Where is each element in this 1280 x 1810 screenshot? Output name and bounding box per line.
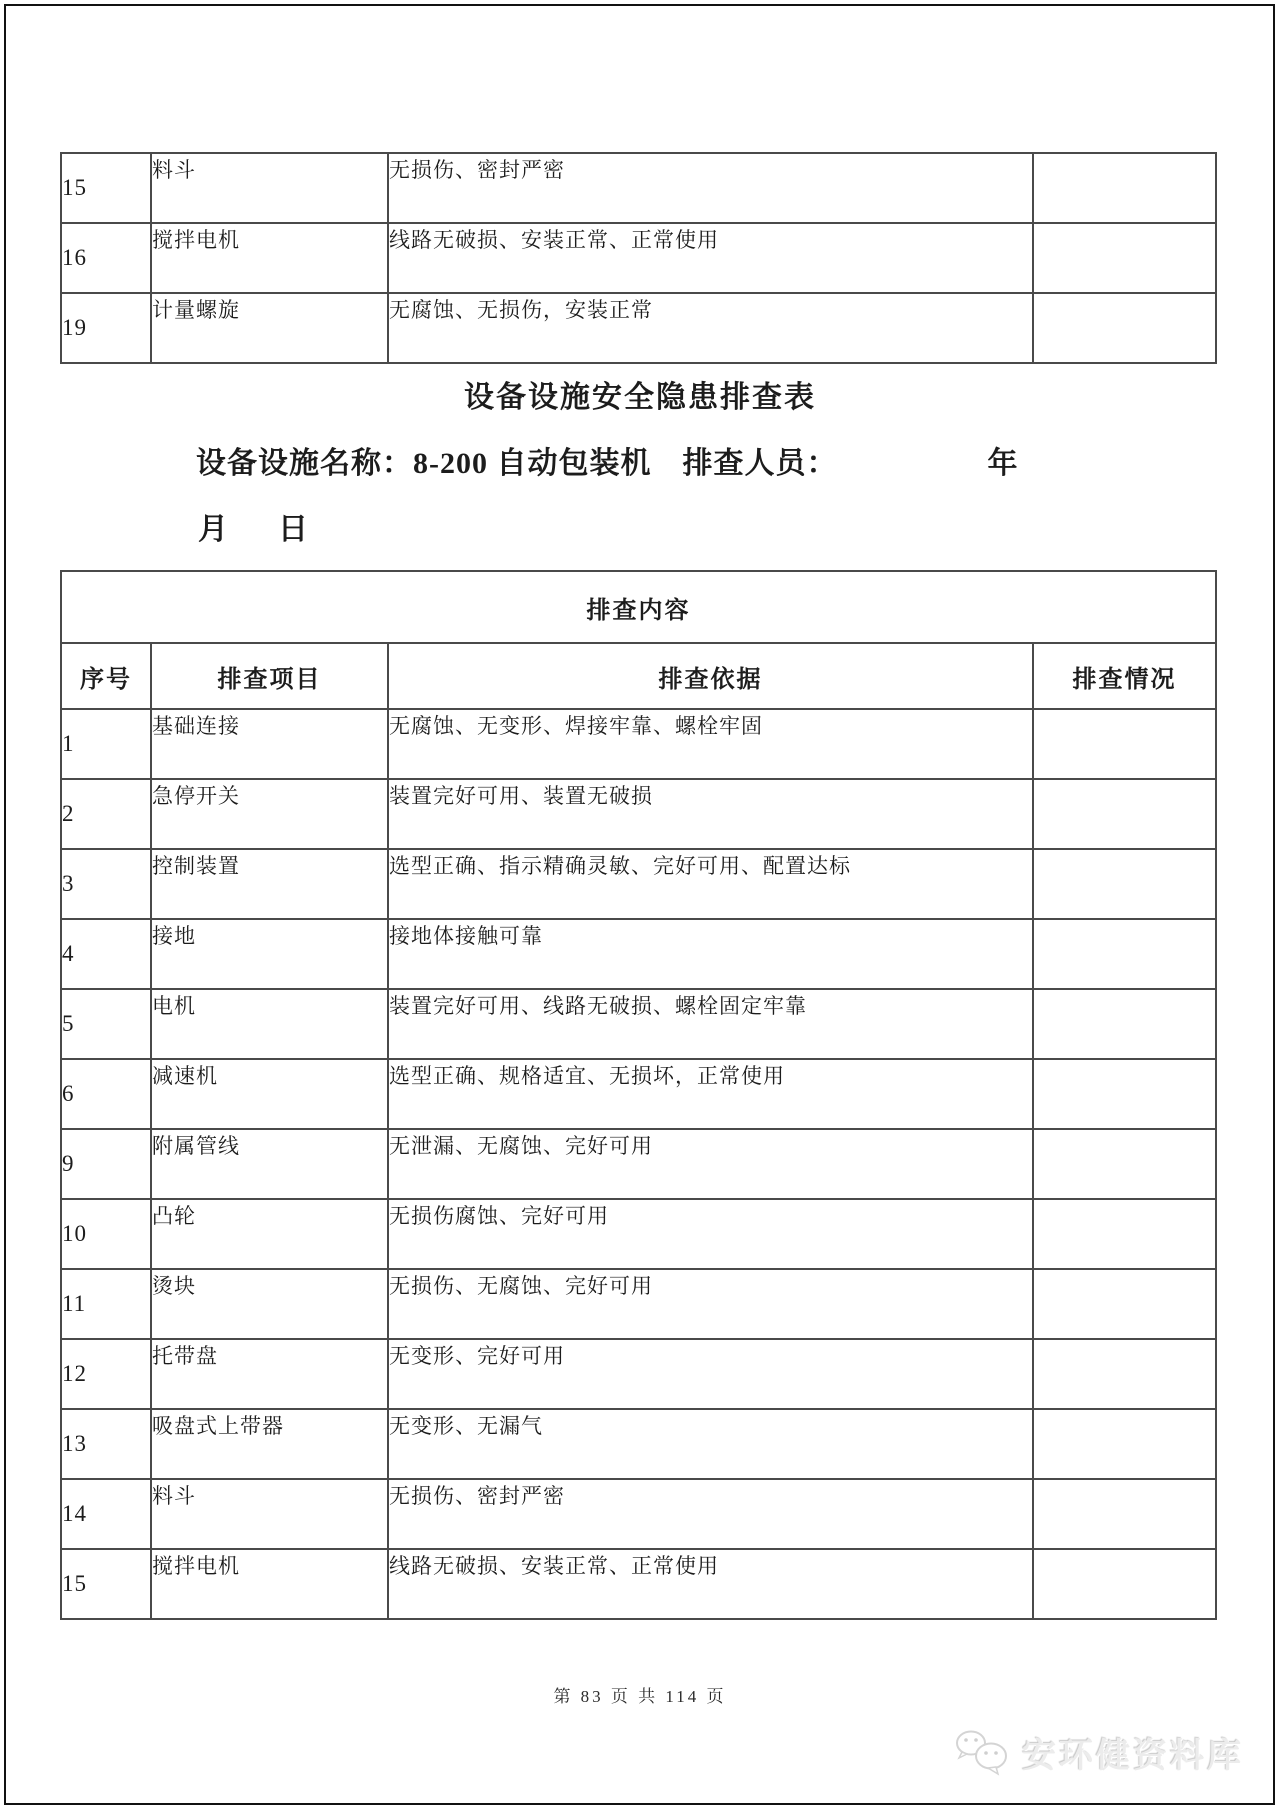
row-item: 烫块 — [151, 1269, 388, 1339]
row-item: 凸轮 — [151, 1199, 388, 1269]
row-basis: 线路无破损、安装正常、正常使用 — [388, 1549, 1033, 1619]
row-basis: 无腐蚀、无损伤，安装正常 — [388, 293, 1033, 363]
row-item: 托带盘 — [151, 1339, 388, 1409]
previous-page-table — [60, 152, 1217, 364]
row-status — [1033, 709, 1216, 779]
row-item: 附属管线 — [151, 1129, 388, 1199]
row-basis: 选型正确、指示精确灵敏、完好可用、配置达标 — [388, 849, 1033, 919]
row-item: 搅拌电机 — [151, 1549, 388, 1619]
table-row — [61, 1269, 1216, 1339]
row-basis: 装置完好可用、装置无破损 — [388, 779, 1033, 849]
row-number: 5 — [61, 989, 151, 1059]
inspection-table — [60, 570, 1217, 1620]
row-basis: 选型正确、规格适宜、无损坏，正常使用 — [388, 1059, 1033, 1129]
table-row — [61, 919, 1216, 989]
row-number: 6 — [61, 1059, 151, 1129]
row-basis: 无变形、完好可用 — [388, 1339, 1033, 1409]
row-status — [1033, 1339, 1216, 1409]
table-row — [61, 849, 1216, 919]
row-basis: 装置完好可用、线路无破损、螺栓固定牢靠 — [388, 989, 1033, 1059]
row-basis: 无损伤、无腐蚀、完好可用 — [388, 1269, 1033, 1339]
column-header-no: 序号 — [61, 643, 151, 709]
row-number: 12 — [61, 1339, 151, 1409]
row-number: 4 — [61, 919, 151, 989]
row-item: 减速机 — [151, 1059, 388, 1129]
table-row — [61, 779, 1216, 849]
table-row — [61, 1409, 1216, 1479]
row-status — [1033, 223, 1216, 293]
table-row — [61, 293, 1216, 363]
row-item: 基础连接 — [151, 709, 388, 779]
row-status — [1033, 989, 1216, 1059]
table-row — [61, 1129, 1216, 1199]
row-status — [1033, 1479, 1216, 1549]
row-basis: 无变形、无漏气 — [388, 1409, 1033, 1479]
row-number: 2 — [61, 779, 151, 849]
row-status — [1033, 1129, 1216, 1199]
wechat-icon — [954, 1729, 1012, 1777]
row-status — [1033, 293, 1216, 363]
row-status — [1033, 1549, 1216, 1619]
row-status — [1033, 1409, 1216, 1479]
column-header-item: 排查项目 — [151, 643, 388, 709]
table-row — [61, 1339, 1216, 1409]
table-row — [61, 1549, 1216, 1619]
row-basis: 无损伤、密封严密 — [388, 153, 1033, 223]
watermark — [954, 1728, 1244, 1777]
row-number: 16 — [61, 223, 151, 293]
row-status — [1033, 919, 1216, 989]
table-header-row — [61, 643, 1216, 709]
row-status — [1033, 779, 1216, 849]
month-day-label: 月 日 — [198, 513, 318, 546]
row-item: 电机 — [151, 989, 388, 1059]
table-caption-row — [61, 571, 1216, 643]
year-label: 年 — [987, 447, 1019, 480]
row-number: 14 — [61, 1479, 151, 1549]
table-row — [61, 1479, 1216, 1549]
table-row — [61, 1199, 1216, 1269]
table-row — [61, 153, 1216, 223]
page-title: 设备设施安全隐患排查表 — [464, 381, 816, 414]
row-number: 10 — [61, 1199, 151, 1269]
table-row — [61, 989, 1216, 1059]
row-status — [1033, 153, 1216, 223]
row-number: 1 — [61, 709, 151, 779]
row-basis: 无腐蚀、无变形、焊接牢靠、螺栓牢固 — [388, 709, 1033, 779]
row-item: 急停开关 — [151, 779, 388, 849]
column-header-status: 排查情况 — [1033, 643, 1216, 709]
watermark-text: 安环健资料库 — [1022, 1738, 1244, 1775]
row-item: 接地 — [151, 919, 388, 989]
subtitle-line — [196, 438, 1019, 482]
row-basis: 无泄漏、无腐蚀、完好可用 — [388, 1129, 1033, 1199]
row-basis: 线路无破损、安装正常、正常使用 — [388, 223, 1033, 293]
row-number: 3 — [61, 849, 151, 919]
table-row — [61, 709, 1216, 779]
row-item: 料斗 — [151, 153, 388, 223]
row-number: 9 — [61, 1129, 151, 1199]
table-row — [61, 223, 1216, 293]
table-row — [61, 1059, 1216, 1129]
row-number: 19 — [61, 293, 151, 363]
row-status — [1033, 849, 1216, 919]
row-basis: 无损伤腐蚀、完好可用 — [388, 1199, 1033, 1269]
row-number: 13 — [61, 1409, 151, 1479]
device-name-label: 设备设施名称：8-200 自动包装机 排查人员： — [196, 447, 838, 480]
row-item: 吸盘式上带器 — [151, 1409, 388, 1479]
row-number: 15 — [61, 153, 151, 223]
row-item: 控制装置 — [151, 849, 388, 919]
table-caption: 排查内容 — [61, 571, 1216, 643]
row-item: 料斗 — [151, 1479, 388, 1549]
row-basis: 接地体接触可靠 — [388, 919, 1033, 989]
row-number: 11 — [61, 1269, 151, 1339]
row-item: 计量螺旋 — [151, 293, 388, 363]
row-status — [1033, 1059, 1216, 1129]
page-number-footer: 第 83 页 共 114 页 — [553, 1687, 727, 1706]
row-number: 15 — [61, 1549, 151, 1619]
row-status — [1033, 1199, 1216, 1269]
row-status — [1033, 1269, 1216, 1339]
row-basis: 无损伤、密封严密 — [388, 1479, 1033, 1549]
row-item: 搅拌电机 — [151, 223, 388, 293]
column-header-basis: 排查依据 — [388, 643, 1033, 709]
